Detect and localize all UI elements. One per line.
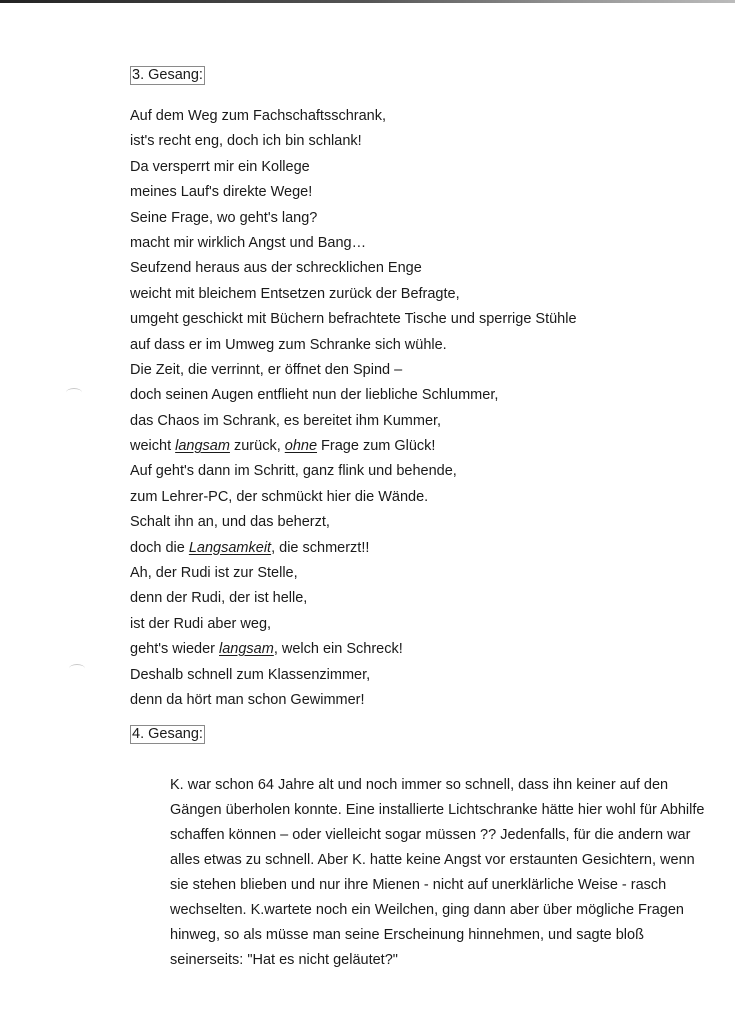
text-segment: weicht mit bleichem Entsetzen zurück der Befragte, <box>130 285 460 302</box>
text-segment: meines Lauf's direkte Wege! <box>130 184 313 201</box>
text-segment: doch seinen Augen entflieht nun der liebliche Schlummer, <box>130 387 499 404</box>
text-segment: Da versperrt mir ein Kollege <box>130 158 310 175</box>
punch-hole-mark <box>69 664 85 673</box>
emphasized-word: ohne <box>284 438 318 455</box>
verse-line <box>130 180 577 205</box>
prose-line: alles etwas zu schnell. Aber K. hatte keine Angst vor erstaunten Gesichtern, wenn <box>170 852 695 868</box>
poem-verse <box>130 104 577 713</box>
verse-line <box>130 561 577 586</box>
verse-line <box>130 358 577 383</box>
scan-top-edge <box>0 0 735 3</box>
text-segment: Die Zeit, die verrinnt, er öffnet den Spind – <box>130 361 403 378</box>
text-segment: Deshalb schnell zum Klassenzimmer, <box>130 666 371 683</box>
prose-line: K. war schon 64 Jahre alt und noch immer so schnell, dass ihn keiner auf den <box>170 777 669 793</box>
text-segment: Auf dem Weg zum Fachschaftsschrank, <box>130 108 387 124</box>
prose-line: schaffen können – oder vielleicht sogar müssen ?? Jedenfalls, für die andern war <box>170 827 691 843</box>
emphasized-word: langsam <box>219 641 274 658</box>
verse-line <box>130 206 577 231</box>
text-segment: denn der Rudi, der ist helle, <box>130 590 308 607</box>
text-segment: Seufzend heraus aus der schrecklichen Enge <box>130 260 422 277</box>
text-segment: ist der Rudi aber weg, <box>130 615 272 632</box>
verse-line <box>130 129 577 154</box>
verse-line <box>130 612 577 637</box>
text-segment: das Chaos im Schrank, es bereitet ihm Kummer, <box>130 412 442 429</box>
verse-line <box>130 155 577 180</box>
verse-line <box>130 586 577 611</box>
text-segment: auf dass er im Umweg zum Schranke sich wühle. <box>130 336 447 353</box>
verse-line <box>130 231 577 256</box>
emphasized-word: langsam <box>175 438 230 455</box>
verse-line <box>130 307 577 332</box>
verse-line <box>130 637 577 662</box>
prose-line: hinweg, so als müsse man seine Erscheinung hinnehmen, und sagte bloß <box>170 927 644 943</box>
prose-line: Gängen überholen konnte. Eine installierte Lichtschranke hätte hier wohl für Abhilfe <box>170 802 705 818</box>
text-segment: umgeht geschickt mit Büchern befrachtete Tische und sperrige Stühle <box>130 311 577 328</box>
section-heading-3: 3. Gesang: <box>132 67 203 83</box>
verse-line <box>130 536 577 561</box>
text-segment: Schalt ihn an, und das beherzt, <box>130 514 330 531</box>
text-segment: doch die <box>130 539 189 556</box>
text-segment: denn da hört man schon Gewimmer! <box>130 691 365 708</box>
prose-paragraph <box>130 773 730 973</box>
verse-line <box>130 688 577 713</box>
text-segment: geht's wieder <box>130 641 220 658</box>
text-segment: Auf geht's dann im Schritt, ganz flink und behende, <box>130 463 457 480</box>
text-segment: zurück, <box>229 438 285 455</box>
verse-line <box>130 333 577 358</box>
text-segment: macht mir wirklich Angst und Bang… <box>130 234 367 251</box>
prose-line: wechselten. K.wartete noch ein Weilchen, ging dann aber über mögliche Fragen <box>170 902 684 918</box>
section-heading-4: 4. Gesang: <box>132 726 203 742</box>
verse-line <box>130 459 577 484</box>
text-segment: Seine Frage, wo geht's lang? <box>130 209 318 226</box>
text-segment: Ah, der Rudi ist zur Stelle, <box>130 565 298 582</box>
verse-line <box>130 510 577 535</box>
text-segment: zum Lehrer-PC, der schmückt hier die Wände. <box>130 488 429 505</box>
verse-line <box>130 434 577 459</box>
verse-line <box>130 485 577 510</box>
verse-line <box>130 282 577 307</box>
prose-line: seinerseits: "Hat es nicht geläutet?" <box>170 952 398 968</box>
text-segment: , die schmerzt!! <box>271 539 370 556</box>
verse-line <box>130 256 577 281</box>
emphasized-word: Langsamkeit <box>188 539 272 556</box>
prose-line: sie stehen blieben und nur ihre Mienen - nicht auf unerklärliche Weise - rasch <box>170 877 667 893</box>
text-segment: , welch ein Schreck! <box>273 641 403 658</box>
punch-hole-mark <box>66 388 82 397</box>
text-segment: ist's recht eng, doch ich bin schlank! <box>130 133 362 150</box>
verse-line <box>130 409 577 434</box>
verse-line <box>130 663 577 688</box>
verse-line <box>130 104 577 129</box>
text-segment: weicht <box>130 438 176 455</box>
text-segment: Frage zum Glück! <box>317 438 436 455</box>
verse-line <box>130 383 577 408</box>
